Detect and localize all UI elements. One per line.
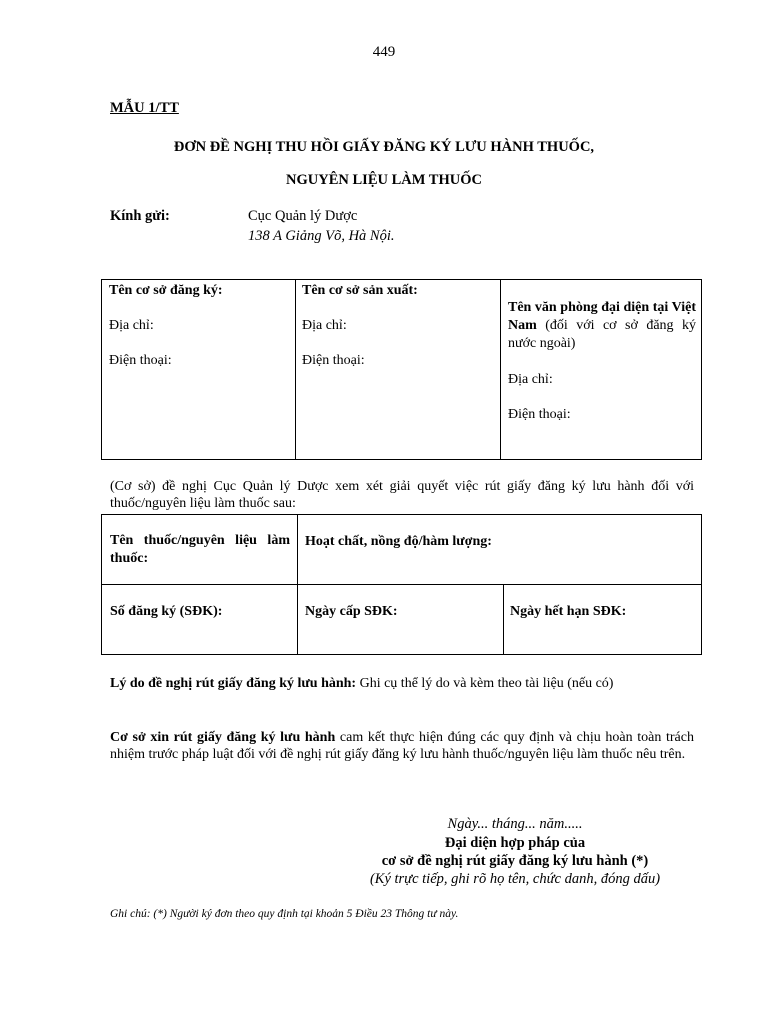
table-divider xyxy=(102,584,701,585)
representative-office-label xyxy=(508,299,696,353)
commitment-paragraph xyxy=(110,729,694,763)
issue-date-label: Ngày cấp SĐK: xyxy=(305,604,398,619)
drug-table xyxy=(101,514,702,655)
commitment-label: Cơ sở xin rút giấy đăng ký lưu hành xyxy=(110,730,336,745)
request-paragraph: (Cơ sở) đề nghị Cục Quản lý Dược xem xét giải quyết việc rút giấy đăng ký lưu hành đối với thuốc/nguyên liệu làm thuốc sau: xyxy=(110,479,694,511)
expiry-date-label: Ngày hết hạn SĐK: xyxy=(510,604,627,619)
signature-rep-line-2: cơ sở đề nghị rút giấy đăng ký lưu hành (*) xyxy=(381,853,649,869)
page-number: 449 xyxy=(372,44,396,60)
footnote: Ghi chú: (*) Người ký đơn theo quy định tại khoản 5 Điều 23 Thông tư này. xyxy=(110,908,459,920)
recipient-name: Cục Quản lý Dược xyxy=(248,208,358,224)
recipient-address: 138 A Giảng Võ, Hà Nội. xyxy=(248,228,395,244)
table-divider xyxy=(500,280,501,459)
form-title-line-1: ĐƠN ĐỀ NGHỊ THU HỒI GIẤY ĐĂNG KÝ LƯU HÀNH THUỐC, xyxy=(173,139,595,155)
manufacturer-address-label: Địa chỉ: xyxy=(302,318,347,333)
representative-office-note: (đối với cơ sở đăng ký nước ngoài) xyxy=(508,318,696,351)
commitment-text: cam kết thực hiện đúng các quy định và chịu hoàn toàn trách nhiệm trước pháp luật đối với đề nghị rút giấy đăng ký lưu hành thuốc/nguyên liệu làm thuốc nêu trên. xyxy=(110,730,694,762)
form-title-line-2: NGUYÊN LIỆU LÀM THUỐC xyxy=(286,172,482,188)
manufacturer-phone-label: Điện thoại: xyxy=(302,353,365,368)
registrant-name-label: Tên cơ sở đăng ký: xyxy=(109,283,223,298)
registrant-phone-label: Điện thoại: xyxy=(109,353,172,368)
drug-name-label: Tên thuốc/nguyên liệu làm thuốc: xyxy=(110,533,290,566)
table-divider xyxy=(295,280,296,459)
representative-office-heading: Tên văn phòng đại diện tại Việt Nam xyxy=(508,300,696,333)
signature-rep-line-1: Đại diện hợp pháp của xyxy=(444,835,586,851)
reason-paragraph xyxy=(110,675,694,692)
signature-instruction: (Ký trực tiếp, ghi rõ họ tên, chức danh, đóng dấu) xyxy=(369,871,661,887)
recipient-label: Kính gửi: xyxy=(110,208,170,224)
registrant-address-label: Địa chỉ: xyxy=(109,318,154,333)
signature-date-line: Ngày... tháng... năm..... xyxy=(447,816,583,832)
applicant-table xyxy=(101,279,702,460)
representative-address-label: Địa chỉ: xyxy=(508,372,553,387)
manufacturer-name-label: Tên cơ sở sản xuất: xyxy=(302,283,418,298)
representative-phone-label: Điện thoại: xyxy=(508,407,571,422)
reason-label: Lý do đề nghị rút giấy đăng ký lưu hành: xyxy=(110,676,357,691)
reason-text: Ghi cụ thể lý do và kèm theo tài liệu (nếu có) xyxy=(356,676,614,691)
table-divider xyxy=(297,515,298,654)
table-divider xyxy=(503,584,504,654)
registration-number-label: Số đăng ký (SĐK): xyxy=(110,604,223,619)
form-code: MẪU 1/TT xyxy=(110,100,179,116)
active-ingredient-label: Hoạt chất, nồng độ/hàm lượng: xyxy=(305,534,492,549)
